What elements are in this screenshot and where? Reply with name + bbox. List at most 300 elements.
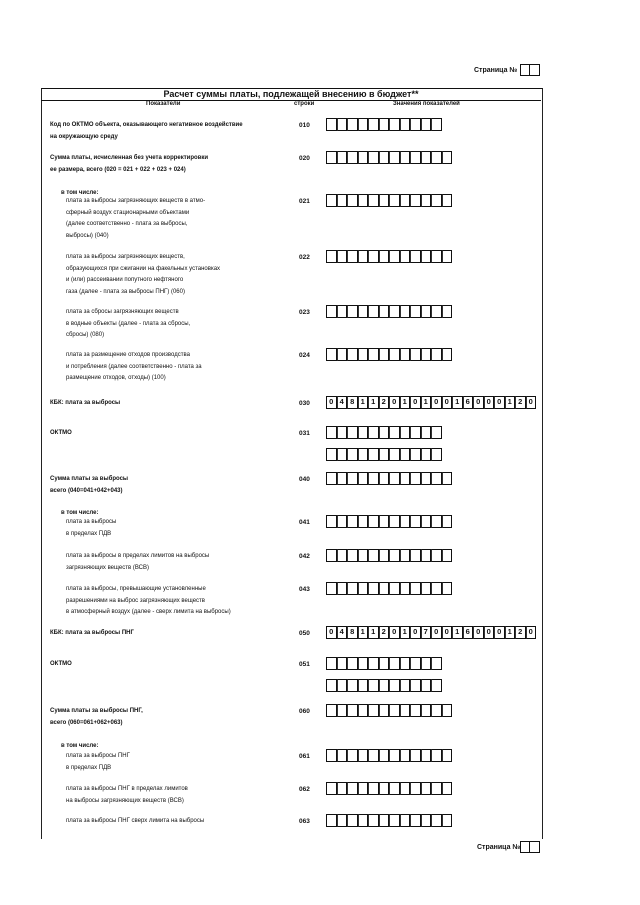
row-label-r020-sub: в том числе:: [61, 190, 99, 196]
value-cell[interactable]: [389, 250, 400, 263]
value-cell[interactable]: [347, 472, 358, 485]
value-cell[interactable]: [368, 151, 379, 164]
value-field-r060[interactable]: [326, 704, 452, 717]
value-cell[interactable]: [347, 426, 358, 439]
value-cell[interactable]: [442, 305, 453, 318]
value-cell[interactable]: [358, 250, 369, 263]
value-cell[interactable]: [326, 348, 337, 361]
value-cell[interactable]: [389, 305, 400, 318]
value-cell[interactable]: [421, 250, 432, 263]
value-cell[interactable]: 1: [421, 396, 432, 409]
value-cell[interactable]: [410, 782, 421, 795]
value-field-r063[interactable]: [326, 814, 452, 827]
value-cell[interactable]: [368, 704, 379, 717]
value-cell[interactable]: [326, 448, 337, 461]
value-cell[interactable]: 0: [484, 396, 495, 409]
value-cell[interactable]: [400, 305, 411, 318]
value-cell[interactable]: [389, 657, 400, 670]
value-cell[interactable]: [358, 679, 369, 692]
value-cell[interactable]: [400, 348, 411, 361]
value-cell[interactable]: 0: [494, 396, 505, 409]
value-cell[interactable]: [389, 348, 400, 361]
value-cell[interactable]: [421, 118, 432, 131]
row-code-r062: 062: [299, 786, 310, 793]
value-cell[interactable]: 0: [526, 626, 537, 639]
value-cell[interactable]: 1: [505, 626, 516, 639]
value-cell[interactable]: [431, 194, 442, 207]
value-cell[interactable]: [368, 582, 379, 595]
value-cell[interactable]: [337, 472, 348, 485]
row-label-r062: плата за выбросы ПНГ в пределах лимитов на выбросы загрязняющих веществ (ВСВ): [66, 786, 188, 804]
value-cell[interactable]: [358, 749, 369, 762]
value-cell[interactable]: 1: [358, 396, 369, 409]
value-field-r021[interactable]: [326, 194, 452, 207]
value-field-r031[interactable]: [326, 426, 442, 439]
value-cell[interactable]: [442, 472, 453, 485]
value-cell[interactable]: [326, 549, 337, 562]
value-cell[interactable]: [368, 515, 379, 528]
value-cell[interactable]: [358, 582, 369, 595]
value-cell[interactable]: [368, 814, 379, 827]
value-cell[interactable]: [368, 549, 379, 562]
value-cell[interactable]: [326, 250, 337, 263]
value-cell[interactable]: [400, 250, 411, 263]
row-code-r050: 050: [299, 630, 310, 637]
value-cell[interactable]: [368, 782, 379, 795]
header-values: Значения показателей: [393, 101, 460, 107]
value-cell[interactable]: 0: [442, 626, 453, 639]
value-cell[interactable]: [400, 118, 411, 131]
value-cell[interactable]: 0: [442, 396, 453, 409]
value-cell[interactable]: [421, 782, 432, 795]
row-label-r040: Сумма платы за выбросы всего (040=041+042+043): [50, 476, 129, 494]
value-cell[interactable]: [410, 657, 421, 670]
value-cell[interactable]: [442, 814, 453, 827]
value-cell[interactable]: [400, 549, 411, 562]
value-cell[interactable]: [347, 782, 358, 795]
value-cell[interactable]: [337, 515, 348, 528]
value-cell[interactable]: [410, 814, 421, 827]
value-cell[interactable]: [326, 194, 337, 207]
value-cell[interactable]: [358, 814, 369, 827]
value-cell[interactable]: 4: [337, 626, 348, 639]
value-cell[interactable]: [410, 194, 421, 207]
row-code-r060: 060: [299, 708, 310, 715]
value-cell[interactable]: [431, 679, 442, 692]
value-cell[interactable]: [347, 515, 358, 528]
value-cell[interactable]: [379, 704, 390, 717]
value-cell[interactable]: [421, 448, 432, 461]
value-cell[interactable]: [389, 194, 400, 207]
value-cell[interactable]: 6: [463, 626, 474, 639]
value-cell[interactable]: [442, 782, 453, 795]
page-number-cell[interactable]: [530, 64, 540, 76]
value-cell[interactable]: [431, 151, 442, 164]
page-number-cell[interactable]: [530, 841, 540, 853]
value-cell[interactable]: [400, 151, 411, 164]
value-cell[interactable]: 1: [400, 626, 411, 639]
value-cell[interactable]: 0: [526, 396, 537, 409]
value-cell[interactable]: [347, 582, 358, 595]
value-cell[interactable]: [326, 582, 337, 595]
value-field-r030[interactable]: [326, 396, 536, 409]
row-label-r042: плата за выбросы в пределах лимитов на выбросы загрязняющих веществ (ВСВ): [66, 553, 210, 571]
value-cell[interactable]: 0: [494, 626, 505, 639]
value-cell[interactable]: [379, 549, 390, 562]
value-cell[interactable]: [326, 749, 337, 762]
value-cell[interactable]: [410, 426, 421, 439]
value-cell[interactable]: [442, 151, 453, 164]
value-cell[interactable]: [442, 194, 453, 207]
value-cell[interactable]: [347, 549, 358, 562]
value-cell[interactable]: [347, 118, 358, 131]
value-cell[interactable]: [421, 515, 432, 528]
row-label-r061: плата за выбросы ПНГ в пределах ПДВ: [66, 753, 130, 771]
value-cell[interactable]: 7: [421, 626, 432, 639]
value-cell[interactable]: [400, 749, 411, 762]
value-field-r051b[interactable]: [326, 679, 442, 692]
row-code-r022: 022: [299, 254, 310, 261]
value-field-r062[interactable]: [326, 782, 452, 795]
value-cell[interactable]: [410, 151, 421, 164]
value-cell[interactable]: [410, 749, 421, 762]
value-field-r024[interactable]: [326, 348, 452, 361]
value-cell[interactable]: [337, 814, 348, 827]
value-cell[interactable]: [389, 151, 400, 164]
value-cell[interactable]: [347, 250, 358, 263]
value-cell[interactable]: [421, 749, 432, 762]
value-cell[interactable]: [400, 582, 411, 595]
value-cell[interactable]: [389, 448, 400, 461]
value-cell[interactable]: [326, 305, 337, 318]
value-cell[interactable]: 8: [347, 396, 358, 409]
value-cell[interactable]: [379, 472, 390, 485]
value-cell[interactable]: 2: [515, 396, 526, 409]
value-cell[interactable]: [389, 679, 400, 692]
value-cell[interactable]: [421, 194, 432, 207]
value-cell[interactable]: 0: [410, 396, 421, 409]
value-cell[interactable]: [326, 814, 337, 827]
row-code-r061: 061: [299, 753, 310, 760]
value-cell[interactable]: [389, 549, 400, 562]
value-cell[interactable]: [410, 348, 421, 361]
value-cell[interactable]: [358, 151, 369, 164]
value-cell[interactable]: 1: [452, 626, 463, 639]
value-cell[interactable]: [326, 151, 337, 164]
value-cell[interactable]: [431, 749, 442, 762]
value-cell[interactable]: 2: [379, 626, 390, 639]
value-cell[interactable]: [379, 448, 390, 461]
value-cell[interactable]: [389, 814, 400, 827]
value-cell[interactable]: [358, 194, 369, 207]
value-cell[interactable]: 1: [368, 396, 379, 409]
value-cell[interactable]: [368, 749, 379, 762]
value-cell[interactable]: [358, 549, 369, 562]
row-label-r031: ОКТМО: [50, 430, 72, 436]
value-cell[interactable]: 0: [473, 626, 484, 639]
row-code-r020: 020: [299, 155, 310, 162]
value-cell[interactable]: [410, 515, 421, 528]
value-cell[interactable]: [442, 549, 453, 562]
value-cell[interactable]: 1: [505, 396, 516, 409]
value-cell[interactable]: [368, 250, 379, 263]
row-code-r030: 030: [299, 400, 310, 407]
value-cell[interactable]: [368, 426, 379, 439]
value-cell[interactable]: [337, 151, 348, 164]
row-code-r043: 043: [299, 586, 310, 593]
value-cell[interactable]: [358, 426, 369, 439]
value-cell[interactable]: [431, 250, 442, 263]
value-cell[interactable]: [326, 472, 337, 485]
value-cell[interactable]: [347, 151, 358, 164]
value-cell[interactable]: [389, 472, 400, 485]
value-cell[interactable]: 0: [389, 396, 400, 409]
value-cell[interactable]: [431, 549, 442, 562]
value-cell[interactable]: [442, 250, 453, 263]
value-field-r022[interactable]: [326, 250, 452, 263]
value-cell[interactable]: [442, 348, 453, 361]
value-cell[interactable]: 0: [326, 396, 337, 409]
value-cell[interactable]: [379, 426, 390, 439]
row-code-r063: 063: [299, 818, 310, 825]
value-cell[interactable]: [337, 426, 348, 439]
value-cell[interactable]: [400, 448, 411, 461]
value-cell[interactable]: [431, 426, 442, 439]
value-cell[interactable]: [337, 704, 348, 717]
value-cell[interactable]: [379, 582, 390, 595]
value-cell[interactable]: [421, 426, 432, 439]
value-cell[interactable]: [421, 151, 432, 164]
value-cell[interactable]: [421, 348, 432, 361]
value-cell[interactable]: [431, 814, 442, 827]
value-cell[interactable]: [410, 250, 421, 263]
page-number-cell[interactable]: [520, 64, 530, 76]
value-cell[interactable]: [368, 472, 379, 485]
value-cell[interactable]: 6: [463, 396, 474, 409]
value-cell[interactable]: [400, 704, 411, 717]
value-cell[interactable]: [400, 782, 411, 795]
value-cell[interactable]: [368, 657, 379, 670]
value-cell[interactable]: [379, 305, 390, 318]
value-cell[interactable]: [431, 582, 442, 595]
value-field-r010[interactable]: [326, 118, 442, 131]
value-cell[interactable]: 2: [515, 626, 526, 639]
value-cell[interactable]: [358, 348, 369, 361]
value-cell[interactable]: [410, 582, 421, 595]
value-field-r042[interactable]: [326, 549, 452, 562]
value-cell[interactable]: [431, 448, 442, 461]
value-cell[interactable]: [410, 118, 421, 131]
value-cell[interactable]: [337, 549, 348, 562]
value-cell[interactable]: 0: [326, 626, 337, 639]
value-field-r040[interactable]: [326, 472, 452, 485]
value-cell[interactable]: 0: [431, 396, 442, 409]
value-field-r023[interactable]: [326, 305, 452, 318]
value-cell[interactable]: [431, 348, 442, 361]
value-cell[interactable]: [379, 250, 390, 263]
value-cell[interactable]: [379, 657, 390, 670]
value-cell[interactable]: [358, 472, 369, 485]
value-cell[interactable]: [379, 118, 390, 131]
header-indicators: Показатели: [146, 101, 181, 107]
value-cell[interactable]: [368, 194, 379, 207]
value-cell[interactable]: [421, 679, 432, 692]
value-field-r020[interactable]: [326, 151, 452, 164]
value-cell[interactable]: [389, 782, 400, 795]
value-cell[interactable]: 0: [484, 626, 495, 639]
value-cell[interactable]: [358, 448, 369, 461]
value-cell[interactable]: [337, 448, 348, 461]
page-number-label-bottom: Страница №: [477, 844, 521, 851]
value-cell[interactable]: 1: [358, 626, 369, 639]
value-cell[interactable]: [379, 782, 390, 795]
value-cell[interactable]: [431, 118, 442, 131]
value-field-r043[interactable]: [326, 582, 452, 595]
value-cell[interactable]: [326, 679, 337, 692]
value-cell[interactable]: 2: [379, 396, 390, 409]
value-cell[interactable]: [337, 118, 348, 131]
value-cell[interactable]: [337, 194, 348, 207]
value-field-r031b[interactable]: [326, 448, 442, 461]
row-code-r024: 024: [299, 352, 310, 359]
value-cell[interactable]: [410, 549, 421, 562]
value-cell[interactable]: [431, 782, 442, 795]
value-cell[interactable]: [421, 305, 432, 318]
value-cell[interactable]: [400, 426, 411, 439]
value-cell[interactable]: [421, 549, 432, 562]
value-cell[interactable]: [326, 118, 337, 131]
value-cell[interactable]: [442, 582, 453, 595]
value-field-r051[interactable]: [326, 657, 442, 670]
value-field-r041[interactable]: [326, 515, 452, 528]
value-cell[interactable]: [431, 704, 442, 717]
value-cell[interactable]: 8: [347, 626, 358, 639]
value-cell[interactable]: [389, 118, 400, 131]
value-cell[interactable]: [358, 305, 369, 318]
value-cell[interactable]: [368, 679, 379, 692]
value-cell[interactable]: [400, 657, 411, 670]
value-cell[interactable]: [379, 749, 390, 762]
value-cell[interactable]: [347, 704, 358, 717]
value-cell[interactable]: [421, 472, 432, 485]
value-cell[interactable]: [358, 657, 369, 670]
value-cell[interactable]: [337, 679, 348, 692]
value-field-r050[interactable]: [326, 626, 536, 639]
value-cell[interactable]: [379, 515, 390, 528]
value-cell[interactable]: [442, 515, 453, 528]
value-field-r061[interactable]: [326, 749, 452, 762]
value-cell[interactable]: [389, 704, 400, 717]
value-cell[interactable]: [431, 472, 442, 485]
value-cell[interactable]: [347, 749, 358, 762]
value-cell[interactable]: [326, 704, 337, 717]
value-cell[interactable]: [410, 472, 421, 485]
value-cell[interactable]: [379, 679, 390, 692]
value-cell[interactable]: 0: [389, 626, 400, 639]
value-cell[interactable]: [347, 348, 358, 361]
value-cell[interactable]: [326, 426, 337, 439]
value-cell[interactable]: [389, 749, 400, 762]
value-cell[interactable]: [337, 348, 348, 361]
value-cell[interactable]: [358, 515, 369, 528]
value-cell[interactable]: [368, 348, 379, 361]
value-cell[interactable]: [358, 118, 369, 131]
value-cell[interactable]: [389, 582, 400, 595]
value-cell[interactable]: [410, 305, 421, 318]
value-cell[interactable]: [421, 704, 432, 717]
value-cell[interactable]: [421, 814, 432, 827]
value-cell[interactable]: [347, 814, 358, 827]
page-number-label-top: Страница №: [474, 67, 518, 74]
value-cell[interactable]: [379, 348, 390, 361]
value-cell[interactable]: [379, 814, 390, 827]
value-cell[interactable]: [410, 448, 421, 461]
value-cell[interactable]: [347, 305, 358, 318]
value-cell[interactable]: [400, 679, 411, 692]
value-cell[interactable]: 0: [410, 626, 421, 639]
page-number-field-bottom[interactable]: [520, 841, 540, 853]
row-label-r050: КБК: плата за выбросы ПНГ: [50, 630, 134, 636]
value-cell[interactable]: 1: [452, 396, 463, 409]
value-cell[interactable]: [379, 194, 390, 207]
value-cell[interactable]: [379, 151, 390, 164]
value-cell[interactable]: 0: [473, 396, 484, 409]
row-code-r051: 051: [299, 661, 310, 668]
value-cell[interactable]: [368, 118, 379, 131]
value-cell[interactable]: [326, 515, 337, 528]
value-cell[interactable]: [410, 679, 421, 692]
value-cell[interactable]: [389, 426, 400, 439]
value-cell[interactable]: 0: [431, 626, 442, 639]
value-cell[interactable]: [400, 472, 411, 485]
value-cell[interactable]: [421, 582, 432, 595]
value-cell[interactable]: 4: [337, 396, 348, 409]
value-cell[interactable]: [431, 515, 442, 528]
value-cell[interactable]: [337, 250, 348, 263]
value-cell[interactable]: [347, 657, 358, 670]
row-code-r010: 010: [299, 122, 310, 129]
value-cell[interactable]: [337, 582, 348, 595]
value-cell[interactable]: [442, 749, 453, 762]
value-cell[interactable]: [326, 657, 337, 670]
value-cell[interactable]: [347, 448, 358, 461]
value-cell[interactable]: [358, 782, 369, 795]
value-cell[interactable]: [400, 814, 411, 827]
value-cell[interactable]: [410, 704, 421, 717]
value-cell[interactable]: [368, 305, 379, 318]
page-number-field-top[interactable]: [520, 64, 540, 76]
value-cell[interactable]: [337, 782, 348, 795]
value-cell[interactable]: [347, 194, 358, 207]
value-cell[interactable]: 1: [368, 626, 379, 639]
value-cell[interactable]: [421, 657, 432, 670]
value-cell[interactable]: [337, 657, 348, 670]
value-cell[interactable]: [442, 704, 453, 717]
value-cell[interactable]: [400, 515, 411, 528]
value-cell[interactable]: [368, 448, 379, 461]
value-cell[interactable]: 1: [400, 396, 411, 409]
value-cell[interactable]: [389, 515, 400, 528]
value-cell[interactable]: [326, 782, 337, 795]
value-cell[interactable]: [337, 305, 348, 318]
page-number-cell[interactable]: [520, 841, 530, 853]
value-cell[interactable]: [337, 749, 348, 762]
value-cell[interactable]: [358, 704, 369, 717]
value-cell[interactable]: [347, 679, 358, 692]
value-cell[interactable]: [431, 305, 442, 318]
value-cell[interactable]: [431, 657, 442, 670]
value-cell[interactable]: [400, 194, 411, 207]
